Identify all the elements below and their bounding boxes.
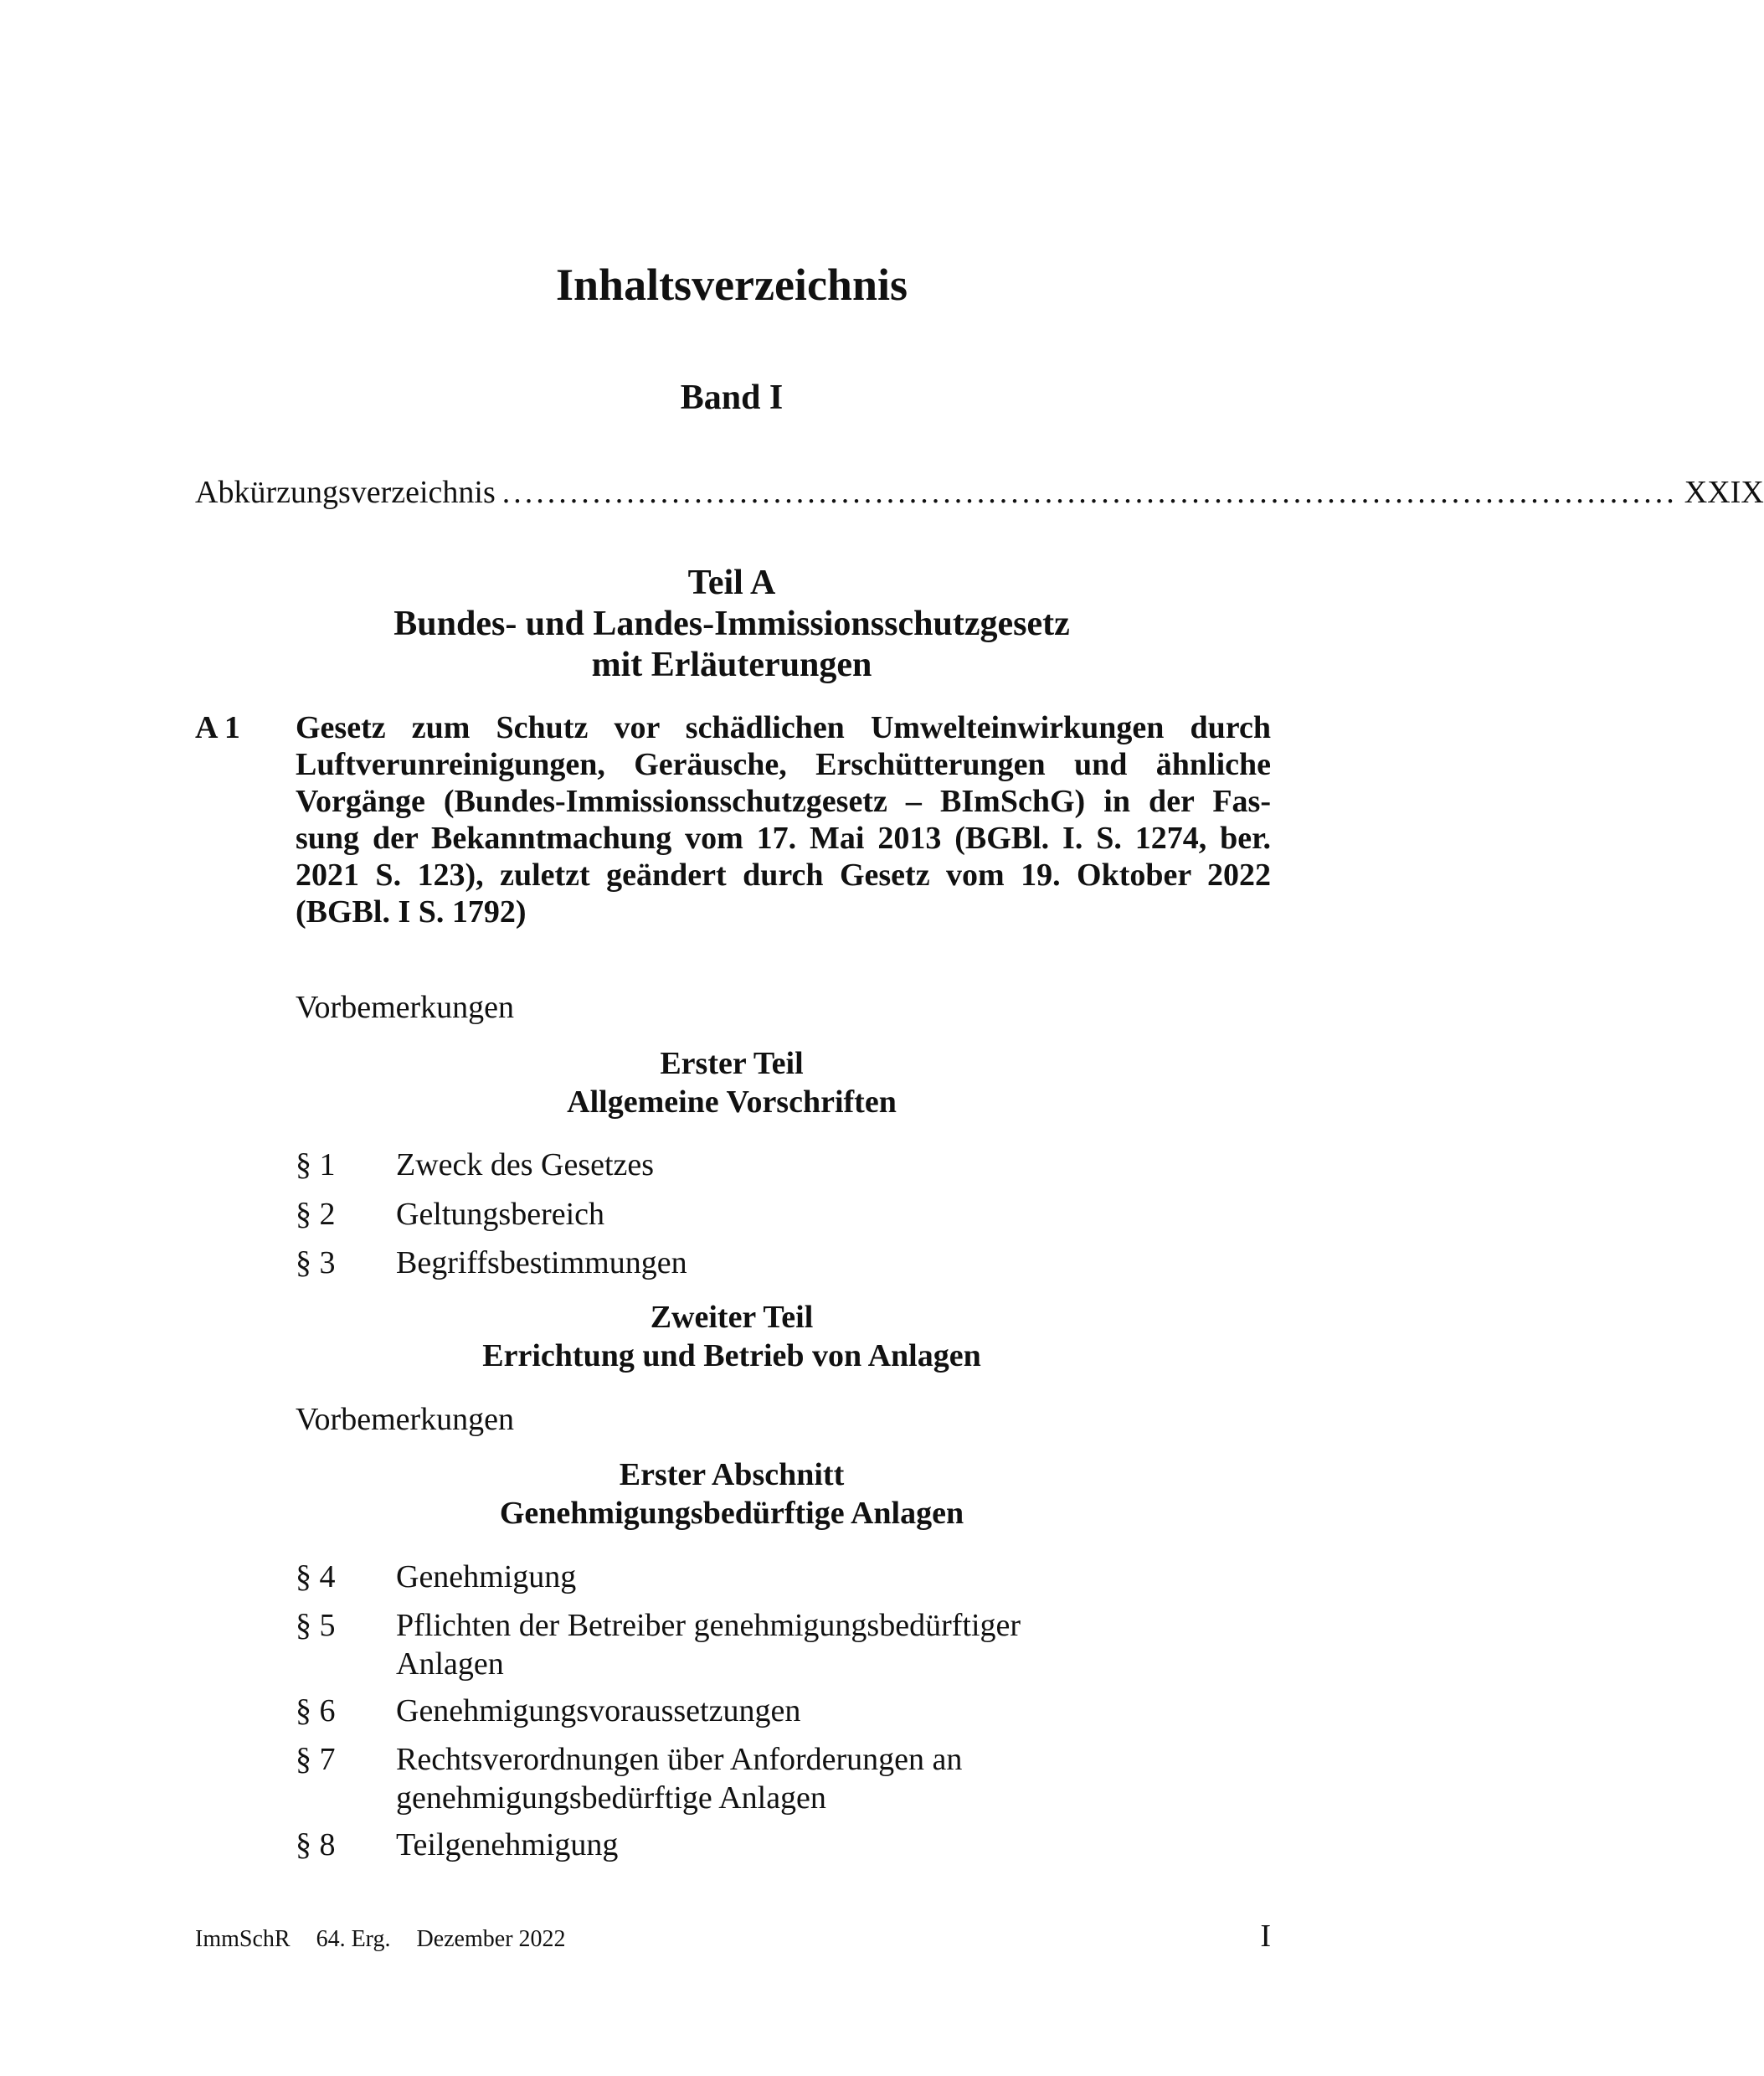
entry-title-line: (BGBl. I S. 1792) [296, 894, 527, 930]
paragraph-title [396, 1740, 1271, 1817]
section-heading-line-2: Allgemeine Vorschriften [567, 1084, 897, 1120]
paragraph-number: § 6 [296, 1693, 336, 1728]
paragraph-title-line: Rechtsverordnungen über Anforderungen an [396, 1742, 963, 1777]
footer-supplement: 64. Erg. [316, 1926, 391, 1952]
toc-item-para-4[interactable] [296, 1558, 1271, 1596]
entry-title-line: 2021 S. 123), zuletzt geändert durch Gesetz vom 19. Oktober 2022 [296, 858, 1271, 893]
toc-page-number: XXIX [1684, 475, 1764, 510]
toc-item-vorbemerkungen-2[interactable]: Vorbemerkungen [296, 1402, 515, 1437]
toc-item-para-5[interactable] [296, 1606, 1271, 1683]
paragraph-title: Zweck des Gesetzes [396, 1147, 655, 1182]
section-heading-line-2: Genehmigungsbedürftige Anlagen [499, 1496, 964, 1531]
paragraph-number: § 8 [296, 1827, 336, 1862]
page-title: Inhaltsverzeichnis [555, 260, 908, 310]
section-heading-erster-teil [0, 1044, 1463, 1121]
paragraph-title: Teilgenehmigung [396, 1827, 619, 1862]
toc-item-para-3[interactable] [296, 1244, 1271, 1282]
paragraph-title: Genehmigung [396, 1559, 577, 1594]
paragraph-title [396, 1606, 1271, 1683]
paragraph-number: § 2 [296, 1197, 336, 1232]
section-heading-line-1: Zweiter Teil [650, 1300, 814, 1335]
toc-item-para-2[interactable] [296, 1195, 1271, 1234]
paragraph-title-line: Pflichten der Betreiber genehmigungsbedürftiger [396, 1608, 1021, 1643]
toc-item-para-8[interactable] [296, 1826, 1271, 1864]
entry-title[interactable] [296, 709, 1271, 930]
section-heading-erster-abschnitt [0, 1455, 1463, 1533]
part-heading [0, 563, 1463, 686]
paragraph-title: Geltungsbereich [396, 1197, 605, 1232]
paragraph-number: § 3 [296, 1245, 336, 1280]
section-heading-line-2: Errichtung und Betrieb von Anlagen [482, 1338, 981, 1373]
entry-title-line: Vorgänge (Bundes-Immissionsschutzgesetz – BImSchG) in der Fas- [296, 784, 1271, 819]
toc-item-para-1[interactable] [296, 1146, 1271, 1184]
entry-title-line: Gesetz zum Schutz vor schädlichen Umwelteinwirkungen durch [296, 710, 1271, 745]
part-heading-line-3: mit Erläuterungen [591, 646, 872, 684]
paragraph-title: Genehmigungsvoraussetzungen [396, 1693, 801, 1728]
toc-item-para-6[interactable] [296, 1692, 1271, 1730]
paragraph-number: § 1 [296, 1147, 336, 1182]
paragraph-number: § 5 [296, 1608, 336, 1643]
entry-title-line: Luftverunreinigungen, Geräusche, Erschütterungen und ähnliche [296, 747, 1271, 782]
section-heading-zweiter-teil [0, 1298, 1463, 1375]
footer-date: Dezember 2022 [416, 1926, 566, 1952]
section-heading-line-1: Erster Teil [660, 1046, 804, 1081]
volume-heading: Band I [680, 379, 784, 417]
page-footer [195, 1924, 586, 1955]
paragraph-title-line: Anlagen [396, 1646, 504, 1682]
entry-code: A 1 [195, 710, 240, 745]
paragraph-number: § 4 [296, 1559, 336, 1594]
part-heading-line-1: Teil A [687, 564, 776, 602]
part-heading-line-2: Bundes- und Landes-Immissionsschutzgesetz [393, 605, 1070, 643]
page-number: I [1260, 1919, 1271, 1954]
footer-work-title: ImmSchR [195, 1926, 291, 1952]
paragraph-title-line: genehmigungsbedürftige Anlagen [396, 1780, 826, 1816]
toc-entry-abbreviations[interactable] [195, 471, 1764, 513]
toc-item-vorbemerkungen[interactable]: Vorbemerkungen [296, 990, 515, 1025]
toc-entry-label: Abkürzungsverzeichnis [195, 475, 496, 510]
toc-item-para-7[interactable] [296, 1740, 1271, 1817]
entry-title-line: sung der Bekanntmachung vom 17. Mai 2013 (BGBl. I. S. 1274, ber. [296, 821, 1271, 856]
section-heading-line-1: Erster Abschnitt [619, 1457, 845, 1492]
paragraph-number: § 7 [296, 1742, 336, 1777]
dot-leader: ........................................................................................................ [501, 475, 1678, 510]
paragraph-title: Begriffsbestimmungen [396, 1245, 687, 1280]
